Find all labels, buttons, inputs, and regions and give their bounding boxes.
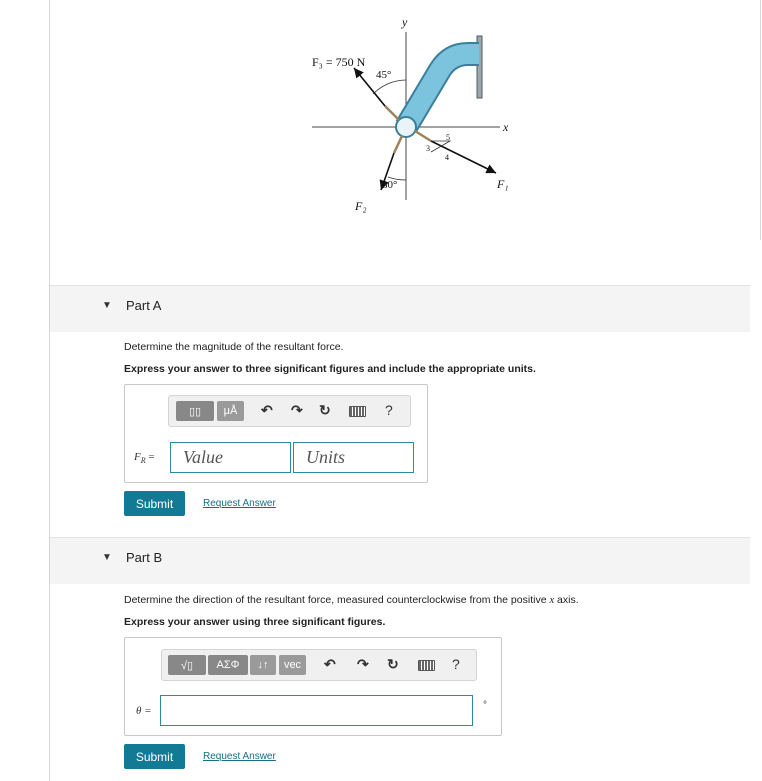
y-axis-label: y — [402, 15, 408, 29]
rope-f1 — [415, 131, 431, 141]
templates-button[interactable]: ▯▯ — [176, 401, 214, 421]
left-divider — [49, 0, 50, 781]
redo-icon[interactable]: ↷ — [291, 402, 303, 418]
templates-button[interactable]: √▯ — [168, 655, 206, 675]
part-b-title: Part B — [126, 550, 163, 565]
collapse-caret-icon[interactable]: ▼ — [102, 552, 112, 563]
undo-icon[interactable]: ↶ — [261, 402, 273, 418]
angle-30-label: 30° — [382, 179, 398, 191]
f1-label: F₁ — [497, 177, 509, 191]
rope-f3 — [385, 106, 399, 120]
f1-arrow — [431, 141, 496, 173]
redo-icon[interactable]: ↷ — [357, 656, 369, 672]
triangle-5: 5 — [446, 133, 450, 142]
keyboard-icon[interactable] — [349, 406, 366, 417]
part-b-toolbar — [161, 649, 477, 681]
part-a-header[interactable] — [50, 285, 750, 332]
collapse-caret-icon[interactable]: ▼ — [102, 300, 112, 311]
vector-button[interactable]: vec — [279, 655, 306, 675]
undo-icon[interactable]: ↶ — [324, 656, 336, 672]
problem-figure — [290, 10, 550, 240]
part-a-request-answer-link[interactable]: Request Answer — [203, 498, 276, 509]
x-axis-label: x — [503, 120, 509, 134]
angle-45-label: 45° — [376, 69, 392, 81]
part-a-question: Determine the magnitude of the resultant force. — [124, 341, 344, 353]
part-b-header[interactable] — [50, 537, 750, 584]
greek-button[interactable]: ΑΣΦ — [208, 655, 248, 675]
part-b-answer-box — [124, 637, 502, 736]
fr-label: $F_R$ = — [134, 451, 155, 466]
reset-icon[interactable]: ↻ — [387, 656, 399, 672]
reset-icon[interactable]: ↻ — [319, 402, 331, 418]
f2-label: F₂ — [355, 199, 367, 213]
part-a-answer-box — [124, 384, 428, 483]
units-mu-button[interactable]: μÅ — [217, 401, 244, 421]
units-input[interactable]: Units — [293, 442, 414, 473]
help-icon[interactable]: ? — [385, 402, 393, 418]
theta-label: θ = — [136, 705, 152, 717]
part-b-instruction: Express your answer using three significant figures. — [124, 616, 386, 628]
value-input[interactable]: Value — [170, 442, 291, 473]
keyboard-icon[interactable] — [418, 660, 435, 671]
part-b-request-answer-link[interactable]: Request Answer — [203, 751, 276, 762]
degree-unit: ° — [483, 700, 487, 711]
part-a-submit-button[interactable]: Submit — [124, 491, 185, 516]
triangle-3: 3 — [426, 144, 430, 153]
part-a-toolbar — [168, 395, 411, 427]
rope-f2 — [394, 136, 402, 153]
help-icon[interactable]: ? — [452, 656, 460, 672]
part-b-submit-button[interactable]: Submit — [124, 744, 185, 769]
part-a-instruction: Express your answer to three significant figures and include the appropriate units. — [124, 363, 536, 375]
part-a-title: Part A — [126, 298, 162, 313]
f3-label: F₃ = 750 N — [312, 55, 366, 69]
arrows-button[interactable]: ↓↑ — [250, 655, 276, 675]
triangle-4: 4 — [445, 153, 449, 162]
part-b-question: Determine the direction of the resultant force, measured counterclockwise from the positive x axis. — [124, 594, 579, 606]
right-divider — [760, 0, 761, 240]
angle-arc-45 — [373, 80, 406, 94]
theta-input[interactable] — [160, 695, 473, 726]
